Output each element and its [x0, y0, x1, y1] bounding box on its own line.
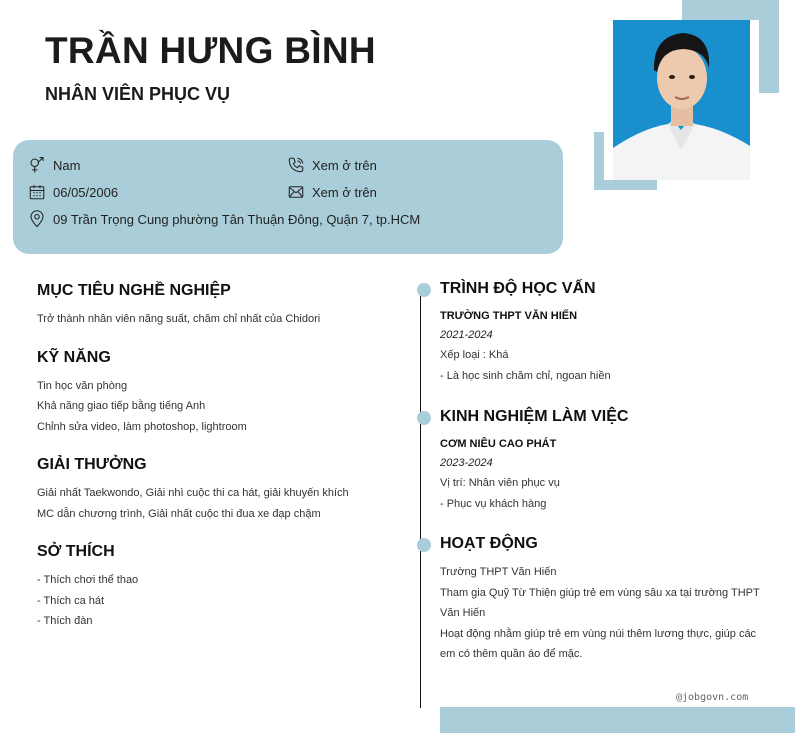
gender-icon [28, 156, 46, 174]
email-icon [287, 183, 305, 201]
school-name: TRƯỜNG THPT VĂN HIẾN [440, 310, 578, 322]
skills-section [37, 349, 377, 438]
contact-address [28, 210, 420, 228]
phone-icon [287, 156, 305, 174]
dob-value: 06/05/2006 [53, 184, 119, 200]
objective-title: MỤC TIÊU NGHỀ NGHIỆP [37, 282, 231, 299]
timeline-dot [417, 538, 431, 552]
decor-frame-top-bar [682, 0, 779, 20]
hobby-item: - Thích ca hát [37, 594, 105, 607]
contact-dob [28, 183, 118, 201]
activity-line: Văn Hiến [440, 607, 486, 619]
experience-period: 2023-2024 [440, 457, 493, 469]
hobby-item: - Thích chơi thể thao [37, 574, 139, 586]
skill-item: Chỉnh sửa video, làm photoshop, lightroom [37, 420, 247, 433]
contact-gender [28, 156, 80, 174]
experience-line: Vị trí: Nhân viên phục vụ [440, 477, 560, 489]
activities-title: HOẠT ĐỘNG [440, 535, 538, 552]
location-icon [28, 210, 46, 228]
objective-line: Trở thành nhân viên năng suất, chăm chỉ nhất của Chidori [37, 313, 321, 325]
education-section [440, 280, 770, 386]
contact-phone [287, 156, 377, 174]
activity-line: em có thêm quần áo để mặc. [440, 648, 583, 660]
candidate-name: TRẦN HƯNG BÌNH [45, 30, 376, 71]
awards-section [37, 456, 377, 524]
left-column [37, 282, 377, 651]
activity-line: Hoạt động nhằm giúp trẻ em vùng núi thêm lương thực, giúp các [440, 627, 757, 640]
calendar-icon [28, 183, 46, 201]
objective-section [37, 282, 377, 330]
activity-line: Trường THPT Văn Hiến [440, 566, 557, 578]
job-title: NHÂN VIÊN PHỤC VỤ [45, 84, 231, 104]
award-item: Giải nhất Taekwondo, Giải nhì cuộc thi ca hát, giải khuyến khích [37, 487, 349, 499]
decor-footer-bar [440, 707, 795, 733]
company-name: CƠM NIÊU CAO PHÁT [440, 438, 557, 450]
activity-line: Tham gia Quỹ Từ Thiện giúp trẻ em vùng sâu xa tại trường THPT [440, 586, 760, 599]
email-value[interactable]: Xem ở trên [312, 184, 377, 200]
experience-title: KINH NGHIỆM LÀM VIỆC [440, 408, 629, 425]
education-title: TRÌNH ĐỘ HỌC VẤN [440, 280, 596, 297]
contact-email [287, 183, 377, 201]
education-line: - Là học sinh chăm chỉ, ngoan hiền [440, 369, 611, 382]
education-line: Xếp loại : Khá [440, 349, 509, 361]
hobbies-section [37, 543, 377, 632]
address-value: 09 Trần Trọng Cung phường Tân Thuận Đông, Quận 7, tp.HCM [53, 211, 421, 227]
contact-panel [13, 140, 563, 254]
skills-title: KỸ NĂNG [37, 348, 111, 366]
skill-item: Tin học văn phòng [37, 379, 128, 392]
profile-photo [613, 20, 750, 180]
decor-frame-bottom-bar [594, 180, 657, 190]
education-period: 2021-2024 [440, 329, 493, 341]
experience-line: - Phục vụ khách hàng [440, 497, 547, 510]
skill-item: Khả năng giao tiếp bằng tiếng Anh [37, 400, 206, 412]
phone-value[interactable]: Xem ở trên [312, 157, 377, 173]
timeline-dot [417, 411, 431, 425]
award-item: MC dẫn chương trình, Giải nhất cuộc thi đua xe đạp chậm [37, 507, 321, 520]
hobby-item: - Thích đàn [37, 615, 93, 627]
hobbies-title: SỞ THÍCH [37, 543, 115, 560]
experience-section [440, 408, 770, 514]
timeline-dot [417, 283, 431, 297]
timeline-line [420, 288, 421, 708]
activities-section [440, 535, 770, 665]
gender-value: Nam [53, 157, 81, 173]
watermark: @jobgovn.com [676, 692, 749, 703]
awards-title: GIẢI THƯỞNG [37, 456, 147, 473]
